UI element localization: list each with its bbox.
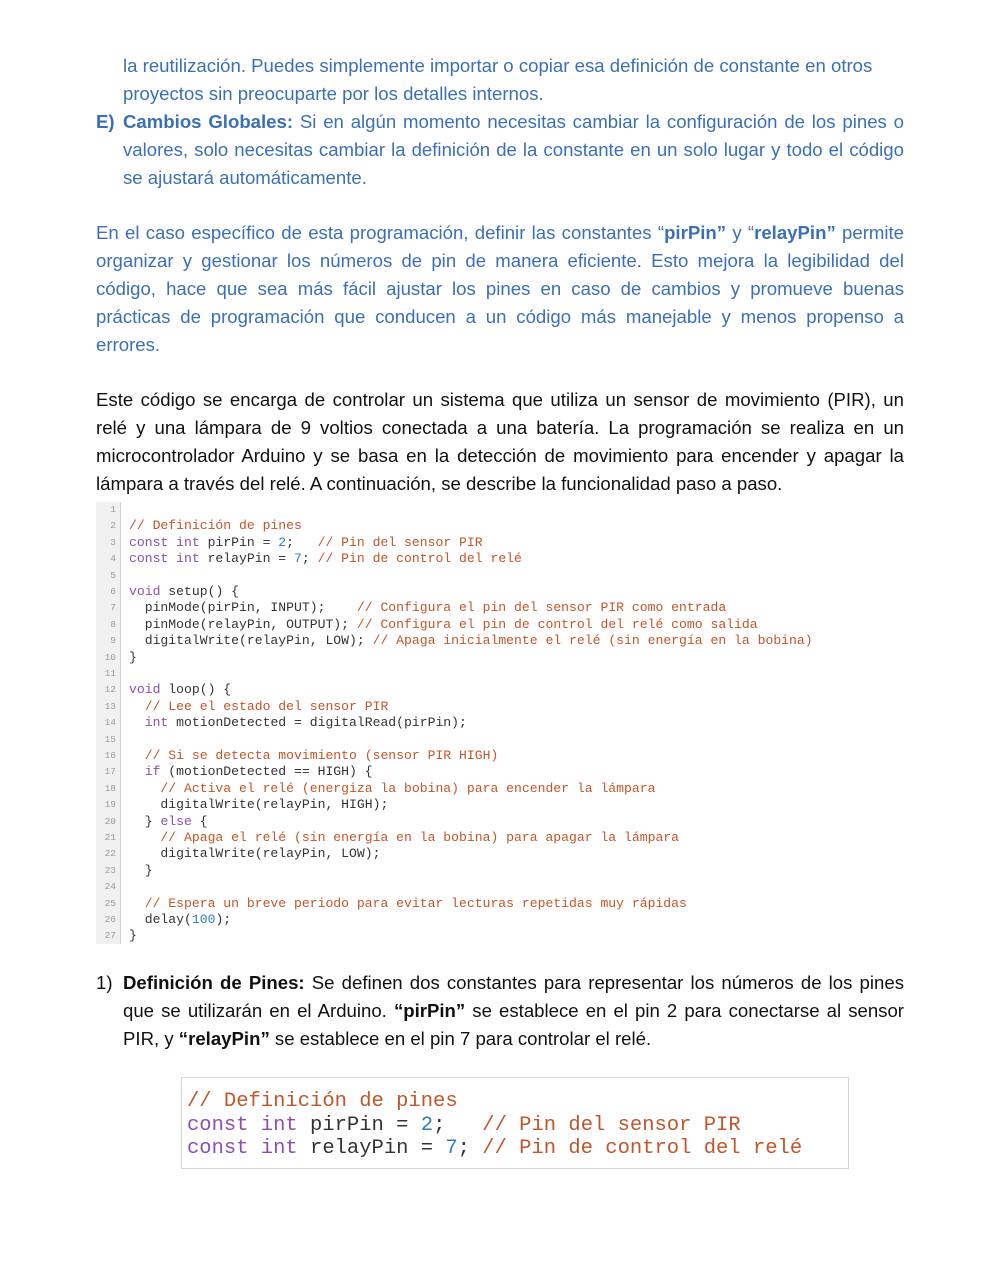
- constant-name-pirpin: “pirPin”: [393, 1000, 466, 1021]
- snippet-line: const int relayPin = 7; // Pin de control del relé: [187, 1137, 803, 1160]
- paragraph-constants: [96, 219, 904, 359]
- text-run: se establece en el pin 7 para controlar el relé.: [269, 1028, 652, 1049]
- list-item-body: [123, 969, 904, 1053]
- paragraph-description: Este código se encarga de controlar un sistema que utiliza un sensor de movimiento (PIR), un relé y una lámpara de 9 voltios conectada a una batería. La programación se realiza en un microcontrolador Arduino y se basa en la detección de movimiento para encender y apagar la lámpara a través del relé. A continuación, se describe la funcionalidad paso a paso.: [96, 389, 904, 494]
- constant-name-pirpin: pirPin”: [664, 222, 727, 243]
- list-item-text: Si en algún momento necesitas cambiar la configuración de los pines o valores, solo necesitas cambiar la definición de la constante en un solo lugar y todo el código se ajustará automáticamente.: [123, 111, 904, 188]
- constant-name-relaypin: relayPin”: [754, 222, 836, 243]
- list-item-body: [123, 108, 904, 192]
- list-item-title: Cambios Globales:: [123, 111, 294, 132]
- snippet-line: // Definición de pines: [187, 1090, 458, 1113]
- code-snippet-image: [181, 1077, 849, 1169]
- paragraph-reuse: [123, 52, 904, 108]
- paragraph-line: la reutilización. Puedes simplemente importar o copiar esa definición de constante en otros: [123, 55, 873, 76]
- text-run: y “: [726, 222, 755, 243]
- text-run: En el caso específico de esta programación, definir las constantes “: [96, 222, 665, 243]
- list-marker: 1): [96, 972, 113, 993]
- list-item-global-changes: [96, 108, 904, 192]
- text-run: se establece en el pin 2 para conectarse al sensor PIR, y: [123, 1000, 904, 1049]
- paragraph-line: proyectos sin preocuparte por los detalles internos.: [123, 83, 544, 104]
- code-block: 1 2 3 4 5 6 7 8 9 10 11 12 13 14 15 16 17 18 19 20 21 22 23 24 25 26 27 // Definición de pines const int pirPin = 2; // Pin del sensor PIR const int relayPin = 7; // Pin de control del relé void setup() { pinMode(pirPin, INPUT); // Configura el pin del sensor PIR como entrada pinMode(relayPin, OUTPUT); // Configura el pin de control del relé como salida digitalWrite(relayPin, LOW); // Apaga inicialmente el relé (sin energía en la bobina) } void loop() { // Lee el estado del sensor PIR int motionDetected = digitalRead(pirPin); // Si se detecta movimiento (sensor PIR HIGH) if (motionDetected == HIGH) { // Activa el relé (energiza la bobina) para encender la lámpara digitalWrite(relayPin, HIGH); } else { // Apaga el relé (sin energía en la bobina) para apagar la lámpara digitalWrite(relayPin, LOW); } // Espera un breve periodo para evitar lecturas repetidas muy rápidas delay(100); }: [96, 502, 908, 944]
- snippet-line: const int pirPin = 2; // Pin del sensor PIR: [187, 1114, 741, 1137]
- text-run: permite organizar y gestionar los números de pin de manera eficiente. Esto mejora la legibilidad del código, hace que sea más fácil ajustar los pines en caso de cambios y promueve buenas prácticas de programación que conducen a un código más manejable y menos propenso a errores.: [96, 222, 905, 355]
- list-marker: E): [96, 111, 115, 132]
- list-item-pin-definition: [96, 969, 904, 1053]
- list-item-title: Definición de Pines:: [123, 972, 305, 993]
- text-run: Se definen dos constantes para representar los números de los pines que se utilizarán en el Arduino.: [123, 972, 905, 1021]
- constant-name-relaypin: “relayPin”: [178, 1028, 270, 1049]
